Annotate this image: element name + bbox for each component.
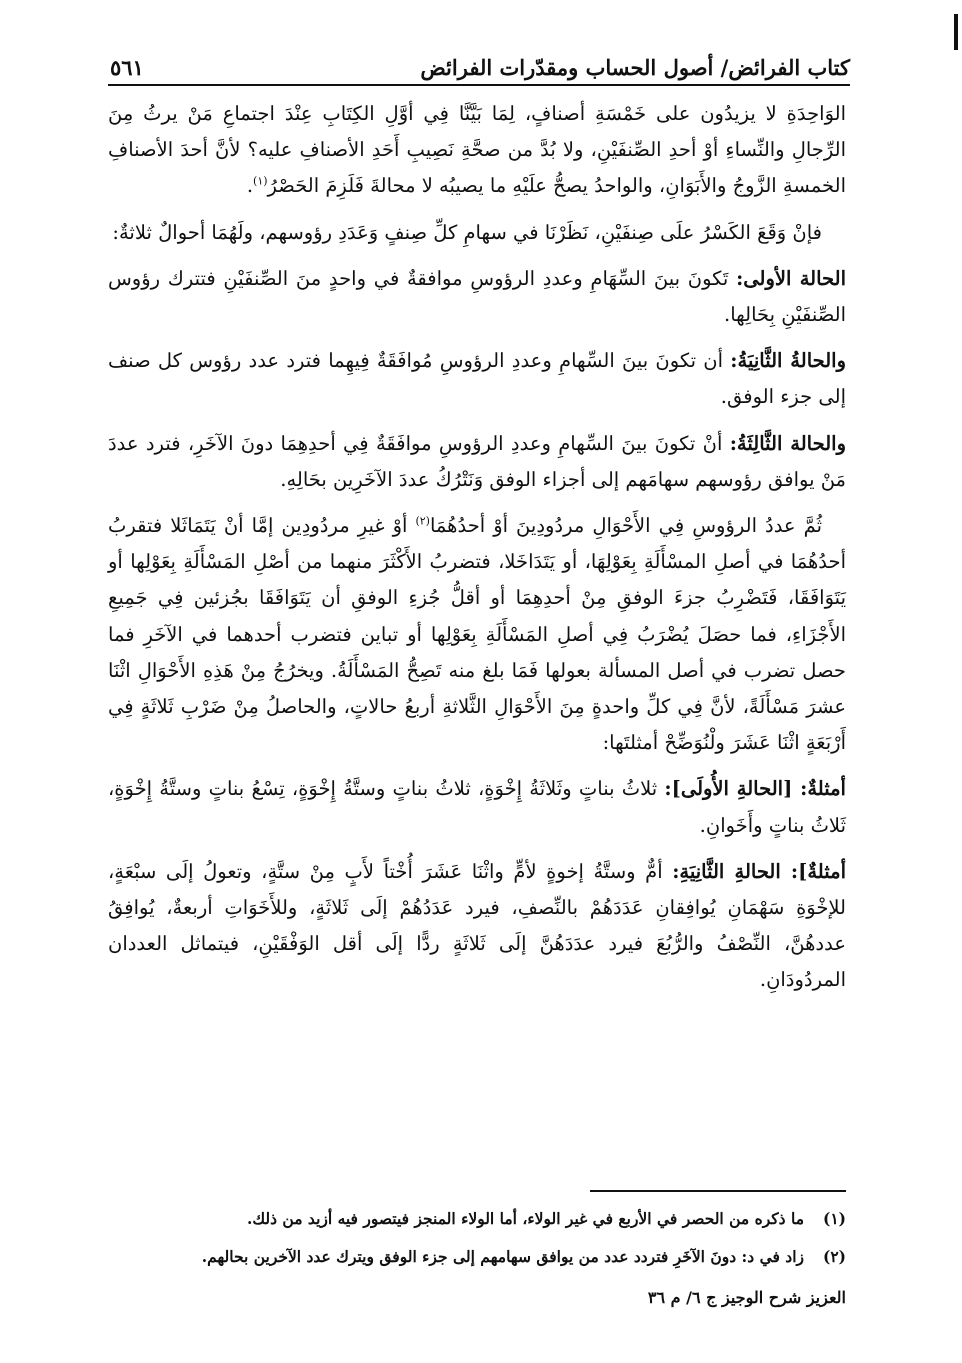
case-2-lead: والحالةُ الثَّانِيَةُ: <box>730 349 846 373</box>
footnote-1 <box>108 1200 846 1238</box>
page-number: ٥٦١ <box>110 55 144 80</box>
footnote-2-number: (٢) <box>822 1247 846 1266</box>
case-1 <box>108 261 846 333</box>
main-text <box>108 96 846 1009</box>
footnote-2 <box>108 1238 846 1276</box>
case-3-lead: والحالة الثَّالِثَةُ: <box>729 431 846 455</box>
example-2-text: أمٌّ وستَّةُ إخوةٍ لأمٍّ واثْنَا عَشَرَ أُخْتاً لأَبٍ مِنْ ستَّةٍ، وتعولُ إلَى سبْعَةٍ، للإخْوَةِ سَهْمَانِ يُوافِقانِ عَدَدَهُمْ بالنِّصفِ، فيرد عَدَدُهُمْ إلَى ثَلاثَةٍ، وللأَخَوَاتِ أربعةٌ، يُوافِقُ عددهُنَّ، النِّصْفُ والرُّبُعَ فيرد عدَدَهُنَّ إلَى ثَلاثَةٍ ردًّا إلَى أقل الوَفْقَيْنِ، فيتماثل العددان المردُودَانِ. <box>108 859 846 992</box>
example-2-lead: أمثلةٌ]: الحالةِ الثَّانِيَةِ: <box>672 859 846 883</box>
case-3 <box>108 426 846 498</box>
paragraph-1-end: . <box>246 174 254 198</box>
example-1-lead: أمثلةٌ: [الحالةِ الأُولَى]: <box>664 777 846 801</box>
paragraph-2: فإنْ وَقَعَ الكَسْرُ علَى صِنفَيْنِ، نَظَرْنَا في سهامِ كلِّ صِنفٍ وَعَدَدِ رؤوسهم، ولَهُمَا أحوالٌ ثلاثةٌ: <box>112 220 822 244</box>
example-1-text: ثلاثُ بناتٍ وثَلاثَةُ إِخْوَةٍ، ثلاثُ بناتٍ وستَّةُ إِخْوَةٍ، تِسْعُ بناتٍ وستَّةُ إِخْوَةٍ، ثَلاثُ بناتٍ وأَخَوانِ. <box>108 777 846 837</box>
header-rule <box>108 84 850 86</box>
paragraph-3-part-2: أوْ غيرِ مردُودِين إمَّا أنْ يَتَمَاثَلا فتقربُ أحدُهُمَا في أصلِ المسْأَلَةِ بِعَوْلِهَا، أو يَتَدَاخَلا، فتضربُ الأَكْثَرَ منهما من أصْلِ المَسْأَلَةِ بِعَوْلِها أو يَتَوَافَقَا، فَتَضْرِبُ جزءَ الوفقِ مِنْ أحدِهِمَا أو أقلُّ جُزءِ الوفقِ أن يَتَوَافَقَا بجُزئين فِي جَمِيعِ الأَجْزَاءِ، فما حصَلَ يُضْرَبُ فِي أصلِ المَسْأَلَةِ بِعَوْلِها أو تباين فتضرب أحدهما في الآخَرِ فما حصل تضرب في أصل المسألة بعولها فَمَا بلغ منه تَصِحُّ المَسْأَلَةُ. ويخرُجُ مِنْ هَذِهِ الأَحْوَالِ اثْنَا عشرَ مَسْأَلَةً، لأنَّ فِي كلِّ واحدةٍ مِنَ الأَحْوَالِ الثَّلاثةِ أربعُ حالاتٍ، والحاصلُ مِنْ ضَرْبِ ثَلاثَةٍ فِي أَرْبَعَةٍ اثْنَا عَشَرَ ولْنُوَضِّحْ أمثلتَها: <box>108 514 846 755</box>
running-title: كتاب الفرائض/ أصول الحساب ومقدّرات الفرائض <box>420 55 850 80</box>
footnote-ref-1: (١) <box>253 174 268 188</box>
case-3-text: أنْ تكونَ بينَ السِّهامِ وعددِ الرؤوسِ موافَقَةٌ فِي أحدِهِمَا دونَ الآخَرِ، فترد عددَ مَنْ يوافق رؤوسهم سهامَهم إلى أجزاء الوفق وَنَتْرُكُ عددَ الآخَرِين بحَالِهِ. <box>108 431 846 491</box>
paragraph-1 <box>108 96 846 205</box>
footnote-2-text: زاد في د: دونَ الآخَرِ فتردد عدد من يوافق سهامهم إلى جزء الوفق ويترك عدد الآخرين بحالهم. <box>201 1247 804 1266</box>
footnote-1-text: ما ذكره من الحصر في الأربع في غير الولاء، أما الولاء المنجز فيتصور فيه أزيد من ذلك. <box>246 1209 804 1228</box>
case-2 <box>108 343 846 415</box>
case-2-text: أن تكونَ بينَ السِّهامِ وعددِ الرؤوسِ مُوافَقَةٌ فِيهِما فترد عدد رؤوس كل صنف إلى جزء الوفق. <box>108 349 846 409</box>
example-2 <box>108 854 846 999</box>
case-1-lead: الحالة الأولى: <box>736 266 846 290</box>
footnote-rule <box>590 1190 846 1192</box>
footnote-1-number: (١) <box>822 1209 846 1228</box>
example-1 <box>108 771 846 843</box>
paragraph-1-text: الوَاحِدَةِ لا يزيدُون على خَمْسَةِ أصنافٍ، لِمَا بَيَّنَّا فِي أوَّلِ الكِتَابِ عِنْدَ اجتماعِ مَنْ يرثُ مِنَ الرِّجالِ والنِّساءِ أوْ أحدِ الصِّنفَيْنِ، ولا بُدَّ من صحَّةِ نَصِيبِ أَحَدِ الأصنافِ عليه؟ لأنَّ أحدَ الأصنافِ الخمسةِ الزَّوجُ والأَبَوَانِ، والواحدُ يصحُّ علَيْهِ ما يصيبُه لا محالةَ فَلَزِمَ الحَصْرُ <box>108 102 846 198</box>
printer-signature: العزيز شرح الوجيز ج ٦/ م ٣٦ <box>647 1288 846 1307</box>
case-1-text: تَكونَ بينَ السِّهَامِ وعددِ الرؤوسِ موافقةٌ في واحدٍ منَ الصِّنفَيْنِ فتترك رؤوس الصِّنفَيْنِ بِحَالِها. <box>108 266 846 327</box>
paragraph-3 <box>108 508 846 761</box>
scan-edge-mark <box>954 14 958 50</box>
footnote-ref-2: (٢) <box>415 514 430 528</box>
footnotes <box>108 1200 846 1276</box>
running-header <box>110 40 850 80</box>
paragraph-3-part-1: ثُمَّ عددُ الرؤوسِ فِي الأَحْوَالِ مردُودِينَ أوْ أحدُهُمَا <box>429 514 822 538</box>
